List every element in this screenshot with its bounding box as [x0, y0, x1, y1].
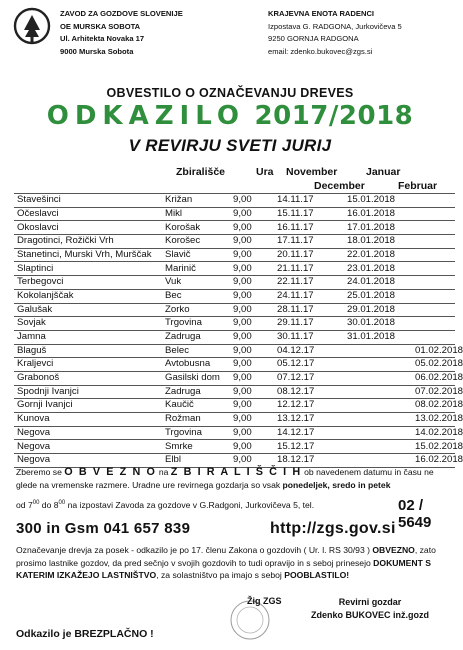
cell-november-december-date: 14.11.17 [275, 194, 345, 208]
org-unit: OE MURSKA SOBOTA [60, 21, 141, 31]
cell-february-date [413, 207, 455, 221]
schedule-table [14, 193, 463, 468]
cell-location: Kraljevci [14, 358, 163, 372]
cell-location: Negova [14, 454, 163, 468]
cell-january-date: 18.01.2018 [345, 235, 413, 249]
cell-november-december-date: 04.12.17 [275, 344, 345, 358]
table-row [14, 248, 455, 262]
info-collection-points: Z B I R A L I Š Č I H [170, 466, 302, 478]
cell-time: 9,00 [231, 194, 275, 208]
cell-location: Negova [14, 440, 163, 454]
cell-january-date: 15.01.2018 [345, 194, 413, 208]
table-row [14, 276, 455, 290]
table-row [14, 221, 455, 235]
col-header-collection: Zbirališče [176, 166, 226, 178]
cell-location: Blaguš [14, 344, 163, 358]
cell-time: 9,00 [231, 248, 275, 262]
cell-february-date: 13.02.2018 [413, 413, 455, 427]
cell-january-date: 22.01.2018 [345, 248, 413, 262]
cell-february-date [413, 194, 455, 208]
table-row [14, 330, 455, 344]
cell-november-december-date: 08.12.17 [275, 385, 345, 399]
cell-time: 9,00 [231, 371, 275, 385]
phone-part-2: 300 in Gsm 041 657 839 [16, 520, 191, 537]
info-text: od 7 [16, 500, 33, 510]
cell-location: Stavešinci [14, 194, 163, 208]
cell-collection-point: Korošec [163, 235, 231, 249]
cell-january-date: 25.01.2018 [345, 289, 413, 303]
cell-collection-point: Korošak [163, 221, 231, 235]
cell-location: Očeslavci [14, 207, 163, 221]
info-text: Zberemo se [16, 467, 65, 477]
cell-time: 9,00 [231, 207, 275, 221]
info-text: do 8 [39, 500, 59, 510]
cell-time: 9,00 [231, 330, 275, 344]
phone-part-1: 02 / 5649 [398, 497, 432, 531]
cell-february-date [413, 276, 455, 290]
cell-location: Jamna [14, 330, 163, 344]
cell-november-december-date: 07.12.17 [275, 371, 345, 385]
cell-collection-point: Trgovina [163, 317, 231, 331]
table-row [14, 344, 455, 358]
cell-location: Spodnji Ivanjci [14, 385, 163, 399]
cell-november-december-date: 16.11.17 [275, 221, 345, 235]
table-row [14, 317, 455, 331]
signature-block [300, 596, 440, 622]
page-title [0, 101, 460, 131]
cell-time: 9,00 [231, 221, 275, 235]
signature-name: Zdenko BUKOVEC inž.gozd [311, 610, 429, 620]
cell-collection-point: Smrke [163, 440, 231, 454]
cell-november-december-date: 21.11.17 [275, 262, 345, 276]
signature-role: Revirni gozdar [338, 597, 402, 607]
cell-january-date [345, 385, 413, 399]
cell-collection-point: Zadruga [163, 330, 231, 344]
cell-february-date: 05.02.2018 [413, 358, 455, 372]
cell-january-date [345, 344, 413, 358]
meeting-info [16, 466, 444, 492]
table-row [14, 358, 455, 372]
free-note: Odkazilo je BREZPLAČNO ! [16, 628, 154, 640]
cell-location: Gornji Ivanjci [14, 399, 163, 413]
info-text: na [156, 467, 171, 477]
cell-collection-point: Križan [163, 194, 231, 208]
para-document: DOKUMENT S KATERIM IZKAŽEJO LASTNIŠTVO [16, 557, 431, 580]
cell-collection-point: Vuk [163, 276, 231, 290]
table-row [14, 399, 455, 413]
info-office-days: ponedeljek, sredo in petek [282, 480, 391, 490]
cell-february-date: 06.02.2018 [413, 371, 455, 385]
cell-location: Dragotinci, Rožički Vrh [14, 235, 163, 249]
cell-collection-point: Slavič [163, 248, 231, 262]
legal-paragraph [16, 544, 446, 582]
table-row [14, 440, 455, 454]
cell-collection-point: Rožman [163, 413, 231, 427]
cell-november-december-date: 20.11.17 [275, 248, 345, 262]
cell-collection-point: Zorko [163, 303, 231, 317]
title-word: ODKAZILO [46, 101, 245, 131]
cell-time: 9,00 [231, 289, 275, 303]
unit-email: email: zdenko.bukovec@zgs.si [268, 46, 373, 56]
cell-february-date [413, 289, 455, 303]
cell-november-december-date: 18.12.17 [275, 454, 345, 468]
cell-november-december-date: 17.11.17 [275, 235, 345, 249]
para-authorization: POOBLASTILO! [284, 570, 350, 580]
cell-november-december-date: 15.11.17 [275, 207, 345, 221]
table-row [14, 262, 455, 276]
cell-january-date [345, 371, 413, 385]
table-row [14, 371, 455, 385]
cell-february-date [413, 221, 455, 235]
cell-location: Negova [14, 426, 163, 440]
para-text: , zato prosimo lastnike gozdov, da pred sečnjo v svojih gozdovih to tudi opravijo in s seboj prinesejo [16, 545, 436, 568]
cell-time: 9,00 [231, 276, 275, 290]
unit-name: KRAJEVNA ENOTA RADENCI [268, 9, 375, 18]
cell-location: Stanetinci, Murski Vrh, Murščak [14, 248, 163, 262]
unit-city: 9250 GORNJA RADGONA [268, 34, 359, 44]
cell-february-date [413, 330, 455, 344]
cell-collection-point: Zadruga [163, 385, 231, 399]
zgs-logo-icon [12, 6, 52, 52]
info-text: ob navedenem datumu in času ne glede na vremenske razmere. Uradne ure revirnega gozdarja so vsak [16, 467, 434, 490]
table-row [14, 303, 455, 317]
cell-january-date: 23.01.2018 [345, 262, 413, 276]
table-row [14, 385, 455, 399]
cell-january-date: 17.01.2018 [345, 221, 413, 235]
cell-time: 9,00 [231, 440, 275, 454]
stamp-label: Žig ZGS [247, 596, 282, 606]
info-mandatory: O B V E Z N O [64, 466, 157, 478]
cell-collection-point: Gasilski dom [163, 371, 231, 385]
office-hours [16, 500, 314, 510]
cell-february-date: 08.02.2018 [413, 399, 455, 413]
cell-location: Terbegovci [14, 276, 163, 290]
cell-november-december-date: 29.11.17 [275, 317, 345, 331]
cell-location: Kokolanjščak [14, 289, 163, 303]
table-row [14, 235, 455, 249]
info-sup: 00 [32, 500, 40, 507]
cell-november-december-date: 30.11.17 [275, 330, 345, 344]
cell-january-date [345, 440, 413, 454]
cell-location: Okoslavci [14, 221, 163, 235]
para-mandatory: OBVEZNO [372, 545, 415, 555]
col-header-february: Februar [398, 180, 438, 192]
cell-january-date: 29.01.2018 [345, 303, 413, 317]
table-row [14, 207, 455, 221]
cell-february-date: 16.02.2018 [413, 454, 455, 468]
info-sup: 00 [58, 500, 66, 507]
unit-office: Izpostava G. RADGONA, Jurkovičeva 5 [268, 21, 402, 31]
cell-collection-point: Mikl [163, 207, 231, 221]
notice-heading: OBVESTILO O OZNAČEVANJU DREVES [106, 86, 354, 100]
cell-november-december-date: 24.11.17 [275, 289, 345, 303]
cell-january-date [345, 399, 413, 413]
cell-location: Kunova [14, 413, 163, 427]
header-left [60, 8, 183, 58]
col-header-january: Januar [366, 166, 401, 178]
cell-location: Galušak [14, 303, 163, 317]
cell-february-date [413, 262, 455, 276]
cell-collection-point: Avtobusna [163, 358, 231, 372]
cell-november-december-date: 13.12.17 [275, 413, 345, 427]
info-text: na izpostavi Zavoda za gozdove v G.Radgoni, Jurkovičeva 5, tel. [65, 500, 315, 510]
cell-february-date [413, 235, 455, 249]
table-row [14, 413, 455, 427]
cell-february-date: 07.02.2018 [413, 385, 455, 399]
title-year: 2017/2018 [254, 101, 414, 131]
col-header-time: Ura [256, 166, 274, 178]
cell-november-december-date: 12.12.17 [275, 399, 345, 413]
cell-collection-point: Elbl [163, 454, 231, 468]
cell-collection-point: Marinič [163, 262, 231, 276]
cell-collection-point: Belec [163, 344, 231, 358]
col-header-december: December [314, 180, 365, 192]
table-row [14, 289, 455, 303]
cell-time: 9,00 [231, 235, 275, 249]
org-street: Ul. Arhitekta Novaka 17 [60, 34, 145, 44]
cell-time: 9,00 [231, 358, 275, 372]
cell-february-date: 14.02.2018 [413, 426, 455, 440]
cell-time: 9,00 [231, 399, 275, 413]
org-city: 9000 Murska Sobota [60, 46, 134, 56]
cell-february-date [413, 248, 455, 262]
cell-january-date: 24.01.2018 [345, 276, 413, 290]
website-link[interactable]: http://zgs.gov.si [270, 520, 396, 537]
cell-november-december-date: 28.11.17 [275, 303, 345, 317]
cell-collection-point: Bec [163, 289, 231, 303]
cell-time: 9,00 [231, 303, 275, 317]
cell-january-date: 31.01.2018 [345, 330, 413, 344]
cell-location: Grabonoš [14, 371, 163, 385]
para-text: , za solastništvo pa imajo s seboj [156, 570, 285, 580]
cell-collection-point: Trgovina [163, 426, 231, 440]
cell-time: 9,00 [231, 385, 275, 399]
cell-november-december-date: 15.12.17 [275, 440, 345, 454]
cell-january-date [345, 413, 413, 427]
table-row [14, 194, 455, 208]
cell-february-date [413, 303, 455, 317]
header-right [268, 8, 402, 58]
col-header-november: November [286, 166, 338, 178]
cell-location: Sovjak [14, 317, 163, 331]
cell-collection-point: Kaučič [163, 399, 231, 413]
cell-time: 9,00 [231, 344, 275, 358]
cell-january-date [345, 358, 413, 372]
cell-january-date: 30.01.2018 [345, 317, 413, 331]
org-name: ZAVOD ZA GOZDOVE SLOVENIJE [60, 9, 183, 18]
cell-time: 9,00 [231, 317, 275, 331]
cell-january-date: 16.01.2018 [345, 207, 413, 221]
cell-time: 9,00 [231, 426, 275, 440]
para-text: Označevanje drevja za posek - odkazilo je po 17. členu Zakona o gozdovih ( Ur. l. RS 30/93 ) [16, 545, 373, 555]
cell-february-date: 15.02.2018 [413, 440, 455, 454]
cell-february-date: 01.02.2018 [413, 344, 455, 358]
table-row [14, 426, 455, 440]
cell-location: Slaptinci [14, 262, 163, 276]
cell-time: 9,00 [231, 454, 275, 468]
cell-november-december-date: 14.12.17 [275, 426, 345, 440]
cell-november-december-date: 05.12.17 [275, 358, 345, 372]
cell-february-date [413, 317, 455, 331]
cell-november-december-date: 22.11.17 [275, 276, 345, 290]
cell-time: 9,00 [231, 262, 275, 276]
page-subtitle: V REVIRJU SVETI JURIJ [128, 136, 332, 155]
cell-time: 9,00 [231, 413, 275, 427]
cell-january-date [345, 426, 413, 440]
